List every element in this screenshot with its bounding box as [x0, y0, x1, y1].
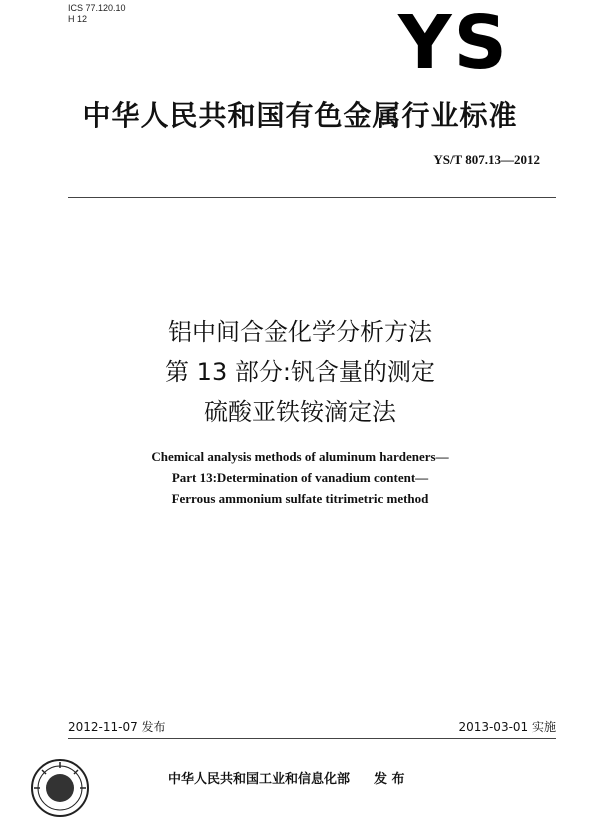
ccs-code: H 12: [68, 14, 88, 24]
chinese-title-line-1: 铝中间合金化学分析方法: [168, 318, 432, 346]
header-divider: [68, 197, 556, 198]
issue-date: 2012-11-07 发布: [68, 720, 166, 734]
organization-title: 中华人民共和国有色金属行业标准: [82, 99, 518, 132]
issuer-name: 中华人民共和国工业和信息化部: [168, 772, 351, 787]
chinese-title-line-2: 第 13 部分:钒含量的测定: [165, 358, 435, 386]
implement-date: 2013-03-01 实施: [458, 720, 556, 734]
classification-codes: [68, 3, 126, 25]
standard-number: YS/T 807.13—2012: [433, 152, 540, 167]
issuer-line: [168, 768, 405, 787]
english-title-line-2: Part 13:Determination of vanadium content—: [171, 470, 429, 485]
footer-divider: [68, 738, 556, 739]
english-title: [0, 446, 600, 509]
english-title-line-3: Ferrous ammonium sulfate titrimetric method: [171, 491, 429, 506]
ics-code: ICS 77.120.10: [68, 3, 126, 13]
english-title-line-1: Chemical analysis methods of aluminum hardeners—: [151, 449, 449, 464]
ys-logo: YS: [398, 0, 509, 86]
issuer-action: 发 布: [374, 772, 405, 787]
chinese-title: [0, 312, 600, 432]
chinese-title-line-3: 硫酸亚铁铵滴定法: [204, 398, 396, 426]
ministry-seal-icon: [30, 758, 90, 818]
